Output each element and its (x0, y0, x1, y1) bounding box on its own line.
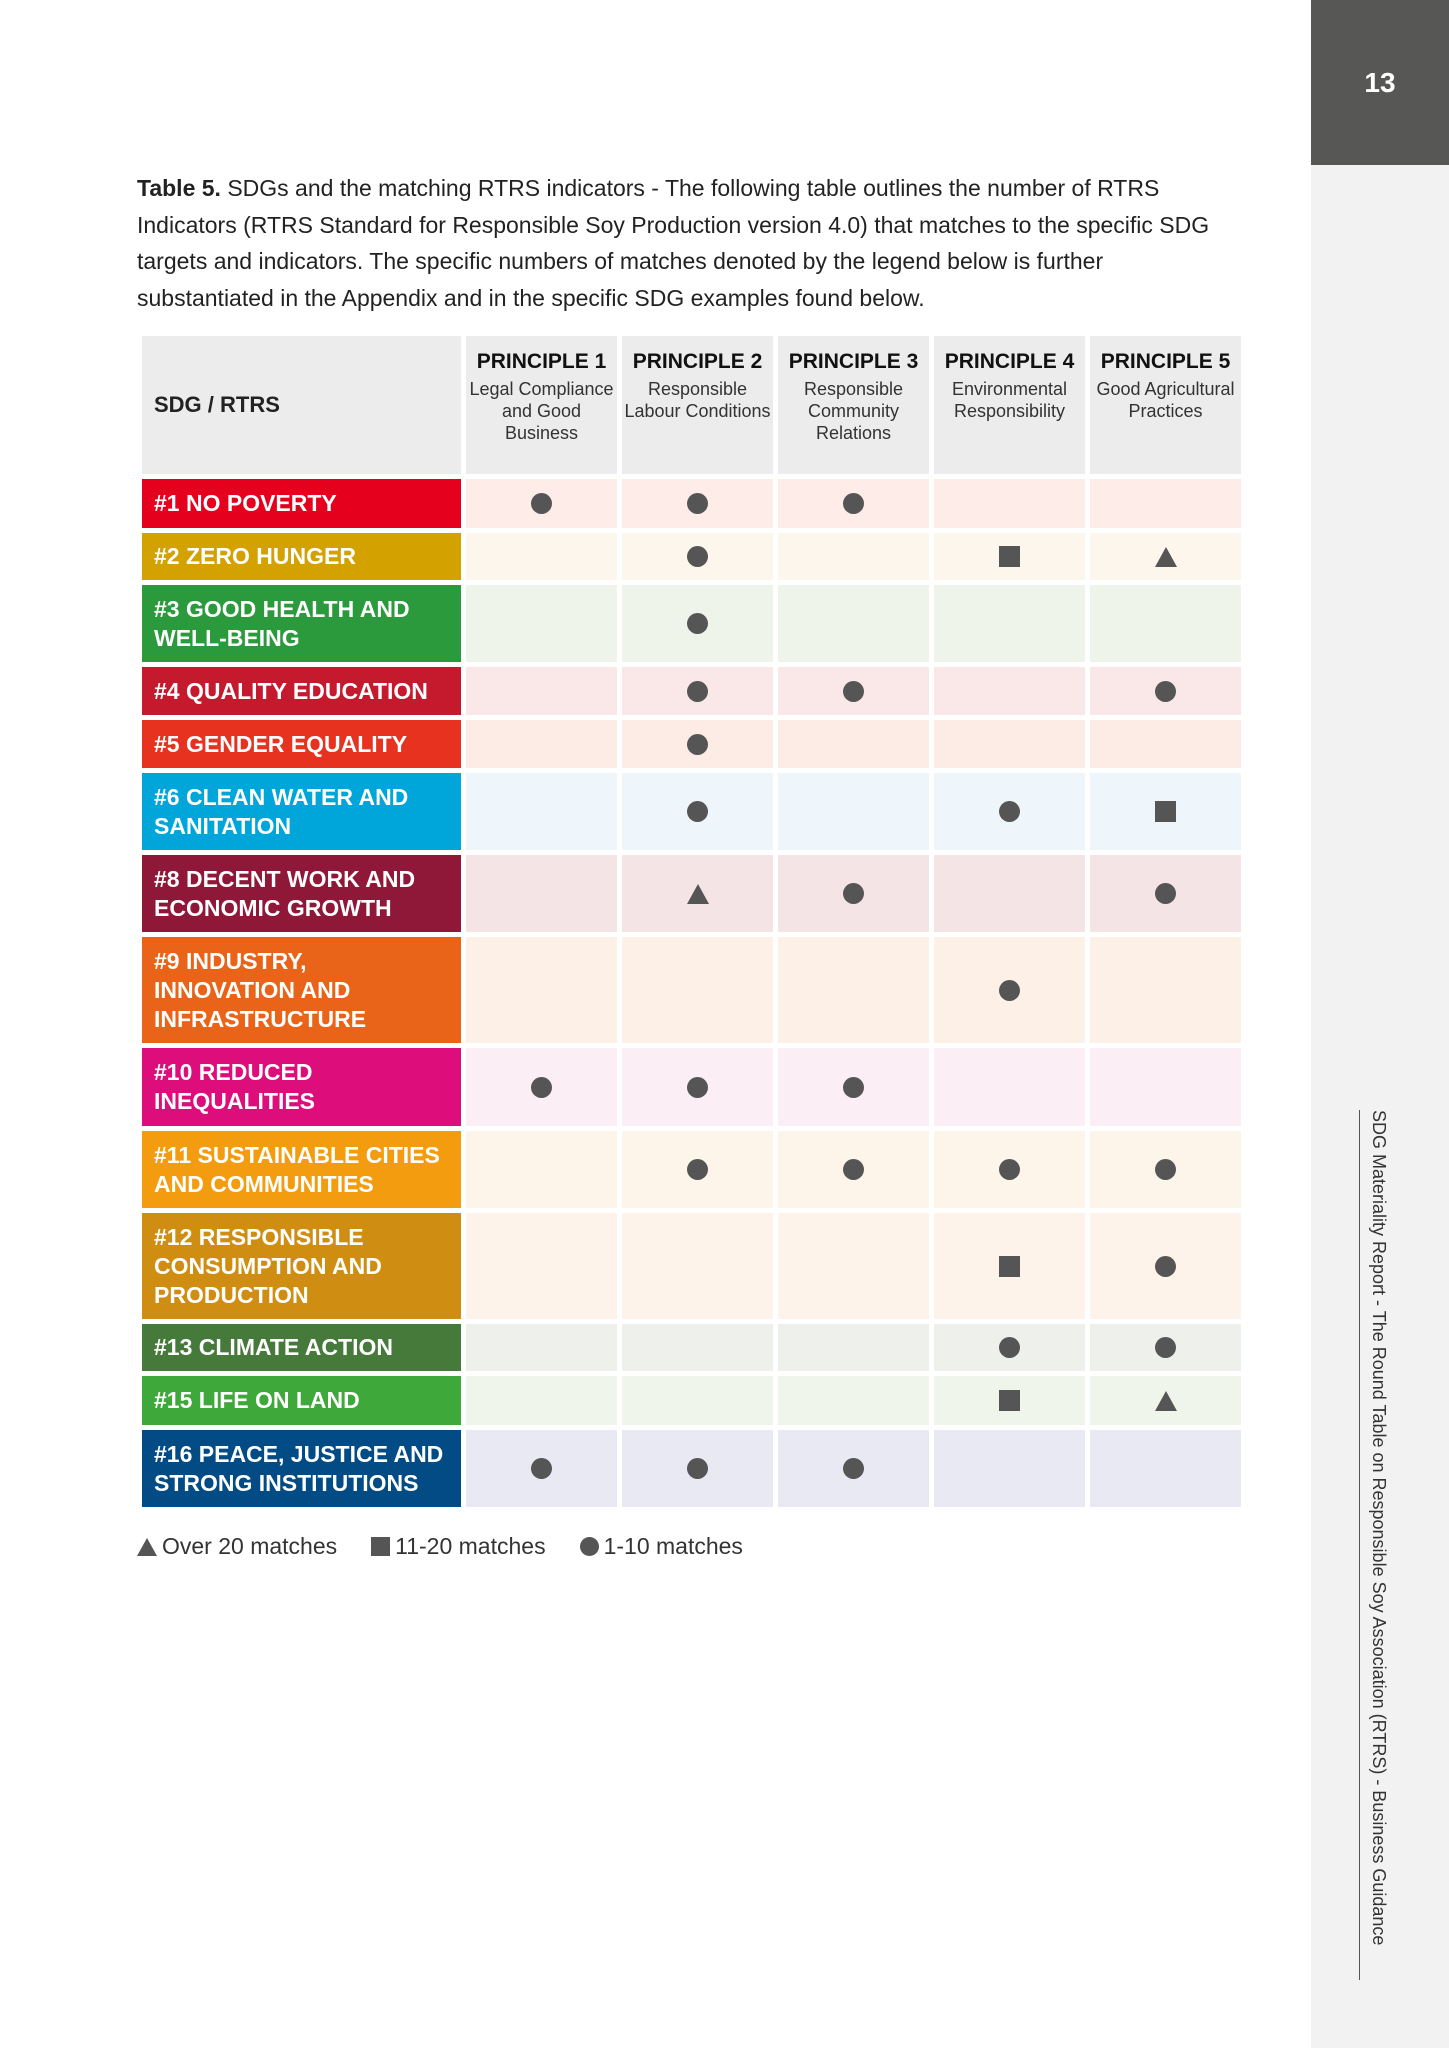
table-cell (934, 773, 1085, 850)
table-cell (622, 937, 773, 1043)
principle-header-2 (622, 336, 773, 474)
table-cell (778, 1324, 929, 1371)
table-cell (934, 479, 1085, 528)
principle-title: PRINCIPLE 4 (944, 350, 1075, 373)
table-cell (1090, 479, 1241, 528)
table-cell (934, 1376, 1085, 1425)
legend-item (371, 1533, 545, 1560)
table-cell (1090, 937, 1241, 1043)
principle-description: Legal Compliance and Good Business (469, 379, 614, 443)
triangle-icon (1155, 547, 1177, 567)
table-cell (1090, 667, 1241, 715)
table-cell (934, 1213, 1085, 1319)
sdg-label: #15 LIFE ON LAND (142, 1376, 461, 1425)
table-cell (1090, 773, 1241, 850)
table-cell (466, 585, 617, 662)
table-cell (934, 533, 1085, 580)
triangle-icon (687, 884, 709, 904)
sdg-principles-table (142, 336, 1239, 1507)
square-icon (371, 1537, 390, 1556)
circle-icon (843, 1077, 864, 1098)
circle-icon (687, 1458, 708, 1479)
sdg-label: #16 PEACE, JUSTICE AND STRONG INSTITUTIONS (142, 1430, 461, 1507)
circle-icon (1155, 1159, 1176, 1180)
table-cell (778, 937, 929, 1043)
circle-icon (687, 1159, 708, 1180)
table-cell (934, 1324, 1085, 1371)
table-cell (778, 720, 929, 768)
legend-label: Over 20 matches (162, 1533, 338, 1559)
table-cell (778, 1213, 929, 1319)
sdg-label: #1 NO POVERTY (142, 479, 461, 528)
table-cell (1090, 585, 1241, 662)
table-cell (622, 479, 773, 528)
legend-item (137, 1533, 337, 1560)
square-icon (999, 546, 1020, 567)
sdg-label: #2 ZERO HUNGER (142, 533, 461, 580)
table-cell (622, 855, 773, 932)
table-cell (1090, 1376, 1241, 1425)
triangle-icon (137, 1538, 157, 1556)
circle-icon (687, 1077, 708, 1098)
table-cell (778, 585, 929, 662)
table-cell (778, 1376, 929, 1425)
table-cell (778, 533, 929, 580)
sdg-label: #10 REDUCED INEQUALITIES (142, 1048, 461, 1126)
principle-header-5 (1090, 336, 1241, 474)
table-cell (934, 937, 1085, 1043)
table-cell (934, 855, 1085, 932)
table-cell (622, 1213, 773, 1319)
legend (137, 1533, 743, 1560)
principle-title: PRINCIPLE 1 (476, 350, 607, 373)
table-cell (1090, 1213, 1241, 1319)
table-cell (934, 1131, 1085, 1208)
circle-icon (531, 1458, 552, 1479)
circle-icon (999, 1159, 1020, 1180)
principle-title: PRINCIPLE 2 (632, 350, 763, 373)
table-cell (1090, 1430, 1241, 1507)
table-cell (1090, 855, 1241, 932)
principle-description: Responsible Labour Conditions (624, 379, 771, 421)
table-cell (1090, 720, 1241, 768)
table-cell (466, 937, 617, 1043)
table-cell (1090, 1131, 1241, 1208)
principle-description: Good Agricultural Practices (1096, 379, 1235, 421)
principle-header-3 (778, 336, 929, 474)
table-cell (466, 533, 617, 580)
circle-icon (843, 1458, 864, 1479)
legend-item (580, 1533, 743, 1560)
table-cell (934, 1048, 1085, 1126)
table-cell (466, 855, 617, 932)
square-icon (999, 1256, 1020, 1277)
table-cell (1090, 533, 1241, 580)
sdg-label: #4 QUALITY EDUCATION (142, 667, 461, 715)
circle-icon (843, 681, 864, 702)
circle-icon (999, 801, 1020, 822)
sdg-label: #6 CLEAN WATER AND SANITATION (142, 773, 461, 850)
sdg-label: #13 CLIMATE ACTION (142, 1324, 461, 1371)
running-footer: SDG Materiality Report - The Round Table on Responsible Soy Association (RTRS) - Business Guidance (1369, 1110, 1389, 1946)
sdg-label: #3 GOOD HEALTH AND WELL-BEING (142, 585, 461, 662)
square-icon (1155, 801, 1176, 822)
circle-icon (580, 1537, 599, 1556)
table-cell (466, 1324, 617, 1371)
table-cell (466, 1376, 617, 1425)
table-cell (778, 479, 929, 528)
table-cell (778, 667, 929, 715)
circle-icon (999, 1337, 1020, 1358)
square-icon (999, 1390, 1020, 1411)
table-cell (934, 667, 1085, 715)
circle-icon (843, 1159, 864, 1180)
circle-icon (1155, 1337, 1176, 1358)
table-cell (466, 479, 617, 528)
circle-icon (687, 681, 708, 702)
sdg-label: #11 SUSTAINABLE CITIES AND COMMUNITIES (142, 1131, 461, 1208)
table-cell (622, 1376, 773, 1425)
table-cell (466, 1048, 617, 1126)
principle-title: PRINCIPLE 3 (788, 350, 919, 373)
principle-title: PRINCIPLE 5 (1100, 350, 1231, 373)
circle-icon (687, 546, 708, 567)
principle-description: Environmental Responsibility (951, 379, 1068, 421)
circle-icon (999, 980, 1020, 1001)
caption-label: Table 5. (137, 175, 221, 201)
table-cell (778, 855, 929, 932)
table-cell (622, 585, 773, 662)
circle-icon (531, 1077, 552, 1098)
sdg-label: #5 GENDER EQUALITY (142, 720, 461, 768)
circle-icon (687, 734, 708, 755)
table-cell (466, 1131, 617, 1208)
table-cell (934, 720, 1085, 768)
table-cell (778, 1131, 929, 1208)
table-caption (137, 170, 1237, 316)
legend-label: 11-20 matches (395, 1533, 546, 1559)
table-cell (622, 1131, 773, 1208)
table-cell (934, 1430, 1085, 1507)
table-cell (466, 1213, 617, 1319)
table-cell (622, 1324, 773, 1371)
table-cell (622, 533, 773, 580)
table-cell (466, 773, 617, 850)
circle-icon (1155, 1256, 1176, 1277)
table-cell (622, 1430, 773, 1507)
legend-label: 1-10 matches (603, 1533, 743, 1559)
side-divider (1359, 1110, 1360, 1980)
sdg-label: #12 RESPONSIBLE CONSUMPTION AND PRODUCTION (142, 1213, 461, 1319)
table-cell (934, 585, 1085, 662)
table-cell (622, 720, 773, 768)
circle-icon (687, 801, 708, 822)
circle-icon (687, 613, 708, 634)
circle-icon (1155, 883, 1176, 904)
circle-icon (687, 493, 708, 514)
table-cell (466, 667, 617, 715)
table-cell (1090, 1324, 1241, 1371)
table-cell (778, 773, 929, 850)
table-cell (778, 1048, 929, 1126)
table-cell (622, 667, 773, 715)
circle-icon (531, 493, 552, 514)
sdg-label: #9 INDUSTRY, INNOVATION AND INFRASTRUCTURE (142, 937, 461, 1043)
circle-icon (843, 883, 864, 904)
triangle-icon (1155, 1391, 1177, 1411)
table-cell (1090, 1048, 1241, 1126)
corner-header: SDG / RTRS (142, 336, 461, 474)
principle-header-1 (466, 336, 617, 474)
table-cell (622, 773, 773, 850)
caption-text: SDGs and the matching RTRS indicators - The following table outlines the number of RTRS Indicators (RTRS Standard for Responsible Soy Production version 4.0) that matches to the specific SDG targets and indicators. The specific numbers of matches denoted by the legend below is further substantiated in the Appendix and in the specific SDG examples found below. (137, 175, 1210, 311)
principle-header-4 (934, 336, 1085, 474)
table-cell (466, 720, 617, 768)
table-cell (778, 1430, 929, 1507)
page-number: 13 (1311, 0, 1449, 165)
table-cell (466, 1430, 617, 1507)
circle-icon (1155, 681, 1176, 702)
sdg-label: #8 DECENT WORK AND ECONOMIC GROWTH (142, 855, 461, 932)
table-cell (622, 1048, 773, 1126)
circle-icon (843, 493, 864, 514)
principle-description: Responsible Community Relations (803, 379, 904, 443)
